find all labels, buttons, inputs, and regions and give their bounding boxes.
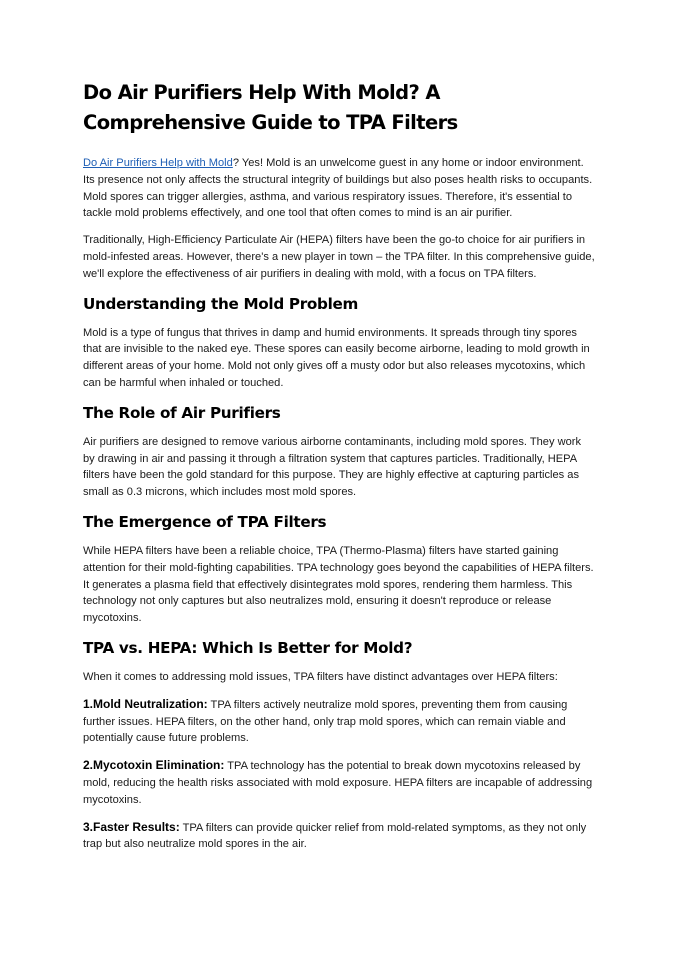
list-item-text: TPA filters can provide quicker relief from mold-related symptoms, as they not only trap but also neutralize mold spores in the air.: [83, 821, 587, 851]
section-heading-mold-problem: Understanding the Mold Problem: [83, 294, 359, 313]
section-heading-tpa-vs-hepa: TPA vs. HEPA: Which Is Better for Mold?: [83, 638, 413, 657]
list-item-text: TPA technology has the potential to break down mycotoxins released by mold, reducing the health risks associated with mold exposure. HEPA filters are incapable of addressing mycotoxins.: [83, 760, 593, 806]
section-heading-air-purifiers: The Role of Air Purifiers: [83, 403, 281, 422]
intro-paragraph-2: Traditionally, High-Efficiency Particulate Air (HEPA) filters have been the go-to choice for air purifiers in mold-infested areas. However, there's a new player in town – the TPA filter. In this comprehensive guide, we'll explore the effectiveness of air purifiers in dealing with mold, with a focus on TPA filters.: [83, 234, 595, 280]
list-item-mycotoxin-elimination: [83, 757, 595, 808]
section-body-air-purifiers: Air purifiers are designed to remove various airborne contaminants, including mold spores. They work by drawing in air and passing it through a filtration system that captures particles. Traditionally, HEPA filters have been the gold standard for this purpose. They are highly effective at capturing particles as small as 0.3 microns, which includes most mold spores.: [83, 435, 582, 499]
list-item-text: TPA filters actively neutralize mold spores, preventing them from causing further issues. HEPA filters, on the other hand, only trap mold spores, which can remain viable and potentially cause future problems.: [83, 698, 568, 745]
list-item-label: 3.Faster Results:: [83, 819, 180, 834]
section-heading-tpa-filters: The Emergence of TPA Filters: [83, 512, 327, 531]
section-body-tpa-filters: While HEPA filters have been a reliable choice, TPA (Thermo-Plasma) filters have started gaining attention for their mold-fighting capabilities. TPA technology goes beyond the capabilities of HEPA filters. It generates a plasma field that effectively disintegrates mold spores, rendering them harmless. This technology not only captures but also neutralizes mold, ensuring it doesn't reproduce or release mycotoxins.: [83, 544, 594, 625]
page-title: Do Air Purifiers Help With Mold? A Comprehensive Guide to TPA Filters: [83, 81, 458, 134]
list-item-label: 2.Mycotoxin Elimination:: [83, 758, 225, 773]
list-item-faster-results: [83, 819, 595, 854]
list-item-mold-neutralization: [83, 696, 595, 747]
section-body-tpa-vs-hepa: When it comes to addressing mold issues, TPA filters have distinct advantages over HEPA filters:: [83, 670, 558, 683]
intro-paragraph: [83, 155, 595, 222]
intro-text: ? Yes! Mold is an unwelcome guest in any home or indoor environment. Its presence not only affects the structural integrity of buildings but also poses health risks to occupants. Mold spores can trigger allergies, asthma, and various respiratory issues. Therefore, it's essential to tackle mold problems effectively, and one tool that often comes to mind is an air purifier.: [83, 157, 593, 220]
document-page: [83, 78, 595, 863]
list-item-label: 1.Mold Neutralization:: [83, 696, 208, 711]
section-body-mold-problem: Mold is a type of fungus that thrives in damp and humid environments. It spreads through tiny spores that are invisible to the naked eye. These spores can easily become airborne, leading to mold growth in different areas of your home. Mold not only gives off a musty odor but also releases mycotoxins, which can be harmful when inhaled or touched.: [83, 326, 590, 389]
intro-link[interactable]: Do Air Purifiers Help with Mold: [83, 157, 233, 169]
